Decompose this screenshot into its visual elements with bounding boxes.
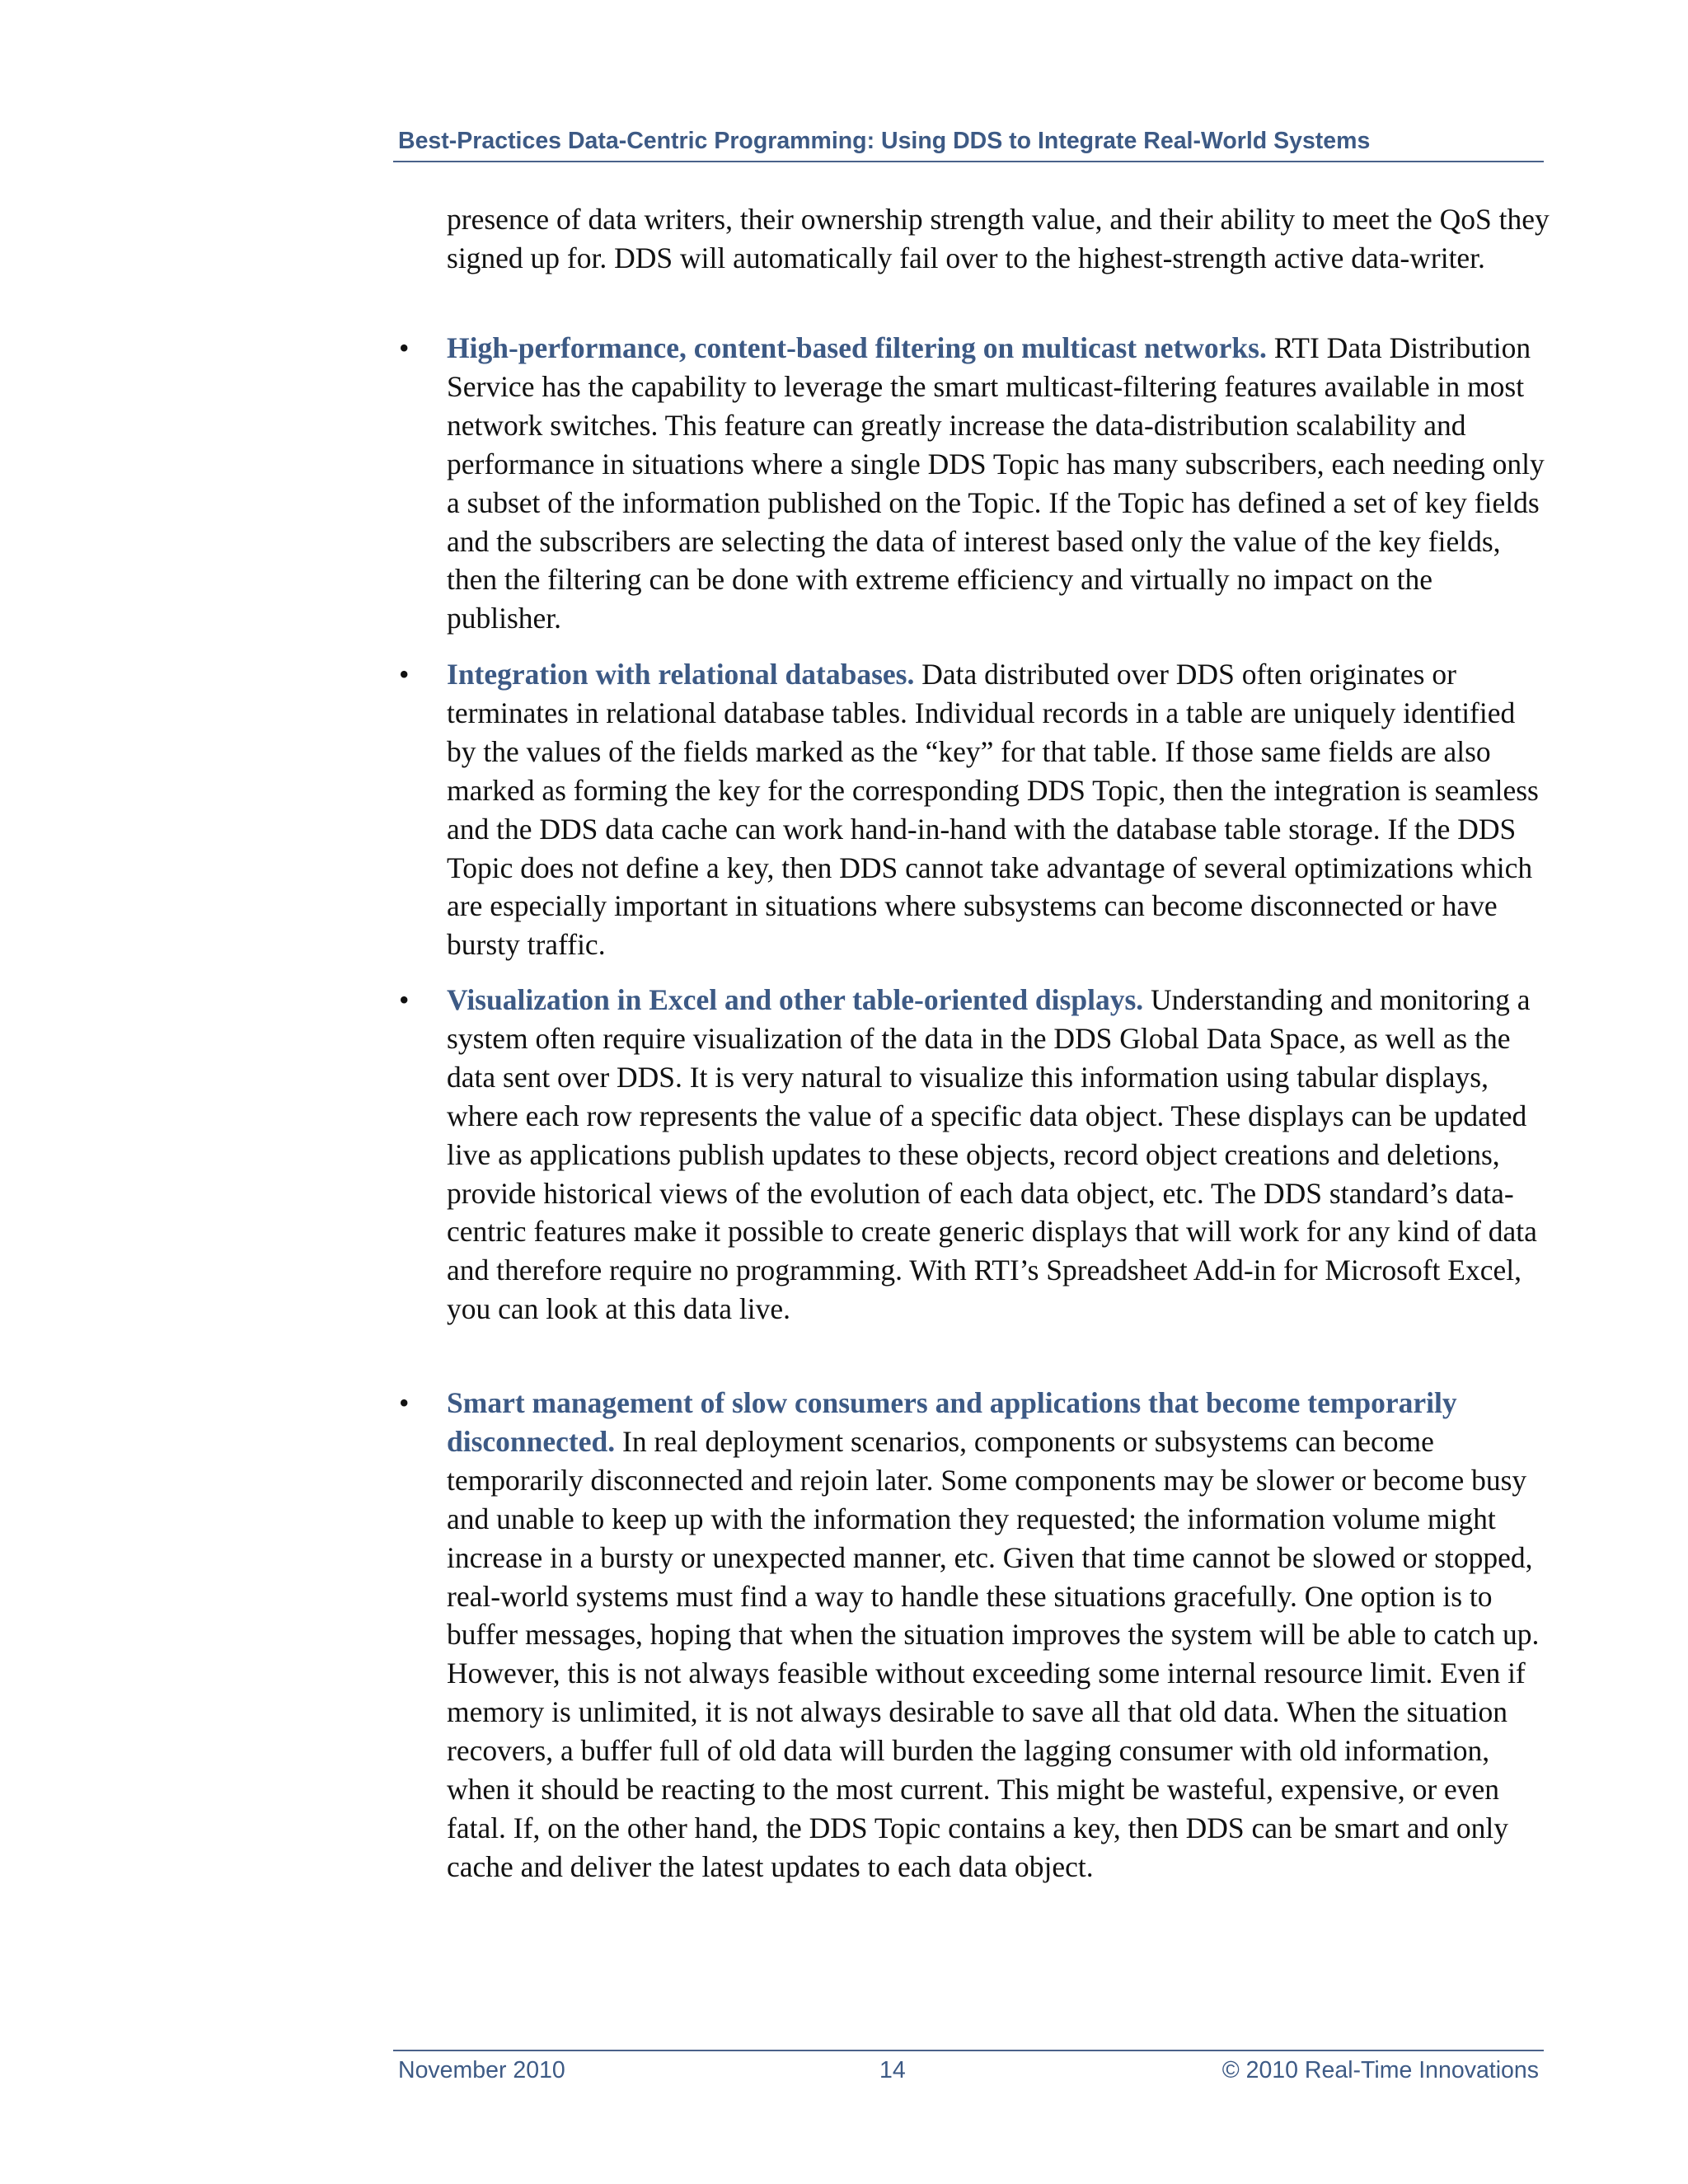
bullet-icon: • — [399, 1386, 410, 1419]
page-footer — [393, 2050, 1544, 2093]
document-title: Best-Practices Data-Centric Programming: Using DDS to Integrate Real-World Systems — [398, 128, 1371, 154]
bullet-lead: Visualization in Excel and other table-oriented displays. — [447, 983, 1144, 1016]
bullet-icon: • — [399, 983, 410, 1016]
bullet-icon: • — [399, 658, 410, 691]
bullet-text: RTI Data Distribution Service has the capability to leverage the smart multicast-filtering features available in most network switches. This feature can greatly increase the data-distribution scalability and performance in situations where a single DDS Topic has many subscribers, each needing only a subset of the information published on the Topic. If the Topic has defined a set of key fields and the subscribers are selecting the data of interest based only the value of the key fields, then the filtering can be done with extreme efficiency and virtually no impact on the publisher. — [447, 331, 1545, 635]
bullet-content — [447, 655, 1551, 964]
bullet-content — [447, 981, 1551, 1329]
bullet-text: Understanding and monitoring a system often require visualization of the data in the DDS Global Data Space, as well as the data sent over DDS. It is very natural to visualize this information using tabular displays, where each row represents the value of a specific data object. These displays can be updated live as applications publish updates to these objects, record object creations and deletions, provide historical views of the evolution of each data object, etc. The DDS standard’s data-centric features make it possible to create generic displays that will work for any kind of data and therefore require no programming. With RTI’s Spreadsheet Add-in for Microsoft Excel, you can look at this data live. — [447, 983, 1537, 1326]
bullet-lead: Integration with relational databases. — [447, 658, 915, 691]
footer-copyright: © 2010 Real-Time Innovations — [1221, 2057, 1539, 2083]
page-header — [393, 124, 1544, 162]
bullet-lead: Smart management of slow consumers and applications that become temporarily disconnected. — [447, 1386, 1457, 1458]
bullet-text: Data distributed over DDS often originates or terminates in relational database tables. Individual records in a table are uniquely identified by the values of the fields marked as the “key” for that table. If those same fields are also marked as forming the key for the corresponding DDS Topic, then the integration is seamless and the DDS data cache can work hand-in-hand with the database table storage. If the DDS Topic does not define a key, then DDS cannot take advantage of several optimizations which are especially important in situations where subsystems can become disconnected or have bursty traffic. — [447, 658, 1539, 962]
page-number: 14 — [879, 2057, 906, 2083]
continuation-paragraph: presence of data writers, their ownership strength value, and their ability to meet the QoS they signed up for. DDS will automatically fail over to the highest-strength active data-writer. — [447, 203, 1550, 274]
footer-date: November 2010 — [398, 2057, 565, 2083]
bullet-icon: • — [399, 331, 410, 364]
bullet-content — [447, 329, 1551, 638]
bullet-lead: High-performance, content-based filtering on multicast networks. — [447, 331, 1267, 364]
bullet-text: In real deployment scenarios, components or subsystems can become temporarily disconnected and rejoin later. Some components may be slower or become busy and unable to keep up with the information they requested; the information volume might increase in a bursty or unexpected manner, etc. Given that time cannot be slowed or stopped, real-world systems must find a way to handle these situations gracefully. One option is to buffer messages, hoping that when the situation improves the system will be able to catch up. However, this is not always feasible without exceeding some internal resource limit. Even if memory is unlimited, it is not always desirable to save all that old data. When the situation recovers, a buffer full of old data will burden the lagging consumer with old information, when it should be reacting to the most current. This might be wasteful, expensive, or even fatal. If, on the other hand, the DDS Topic contains a key, then DDS can be smart and only cache and deliver the latest updates to each data object. — [447, 1424, 1540, 1883]
bullet-content — [447, 1384, 1551, 1886]
